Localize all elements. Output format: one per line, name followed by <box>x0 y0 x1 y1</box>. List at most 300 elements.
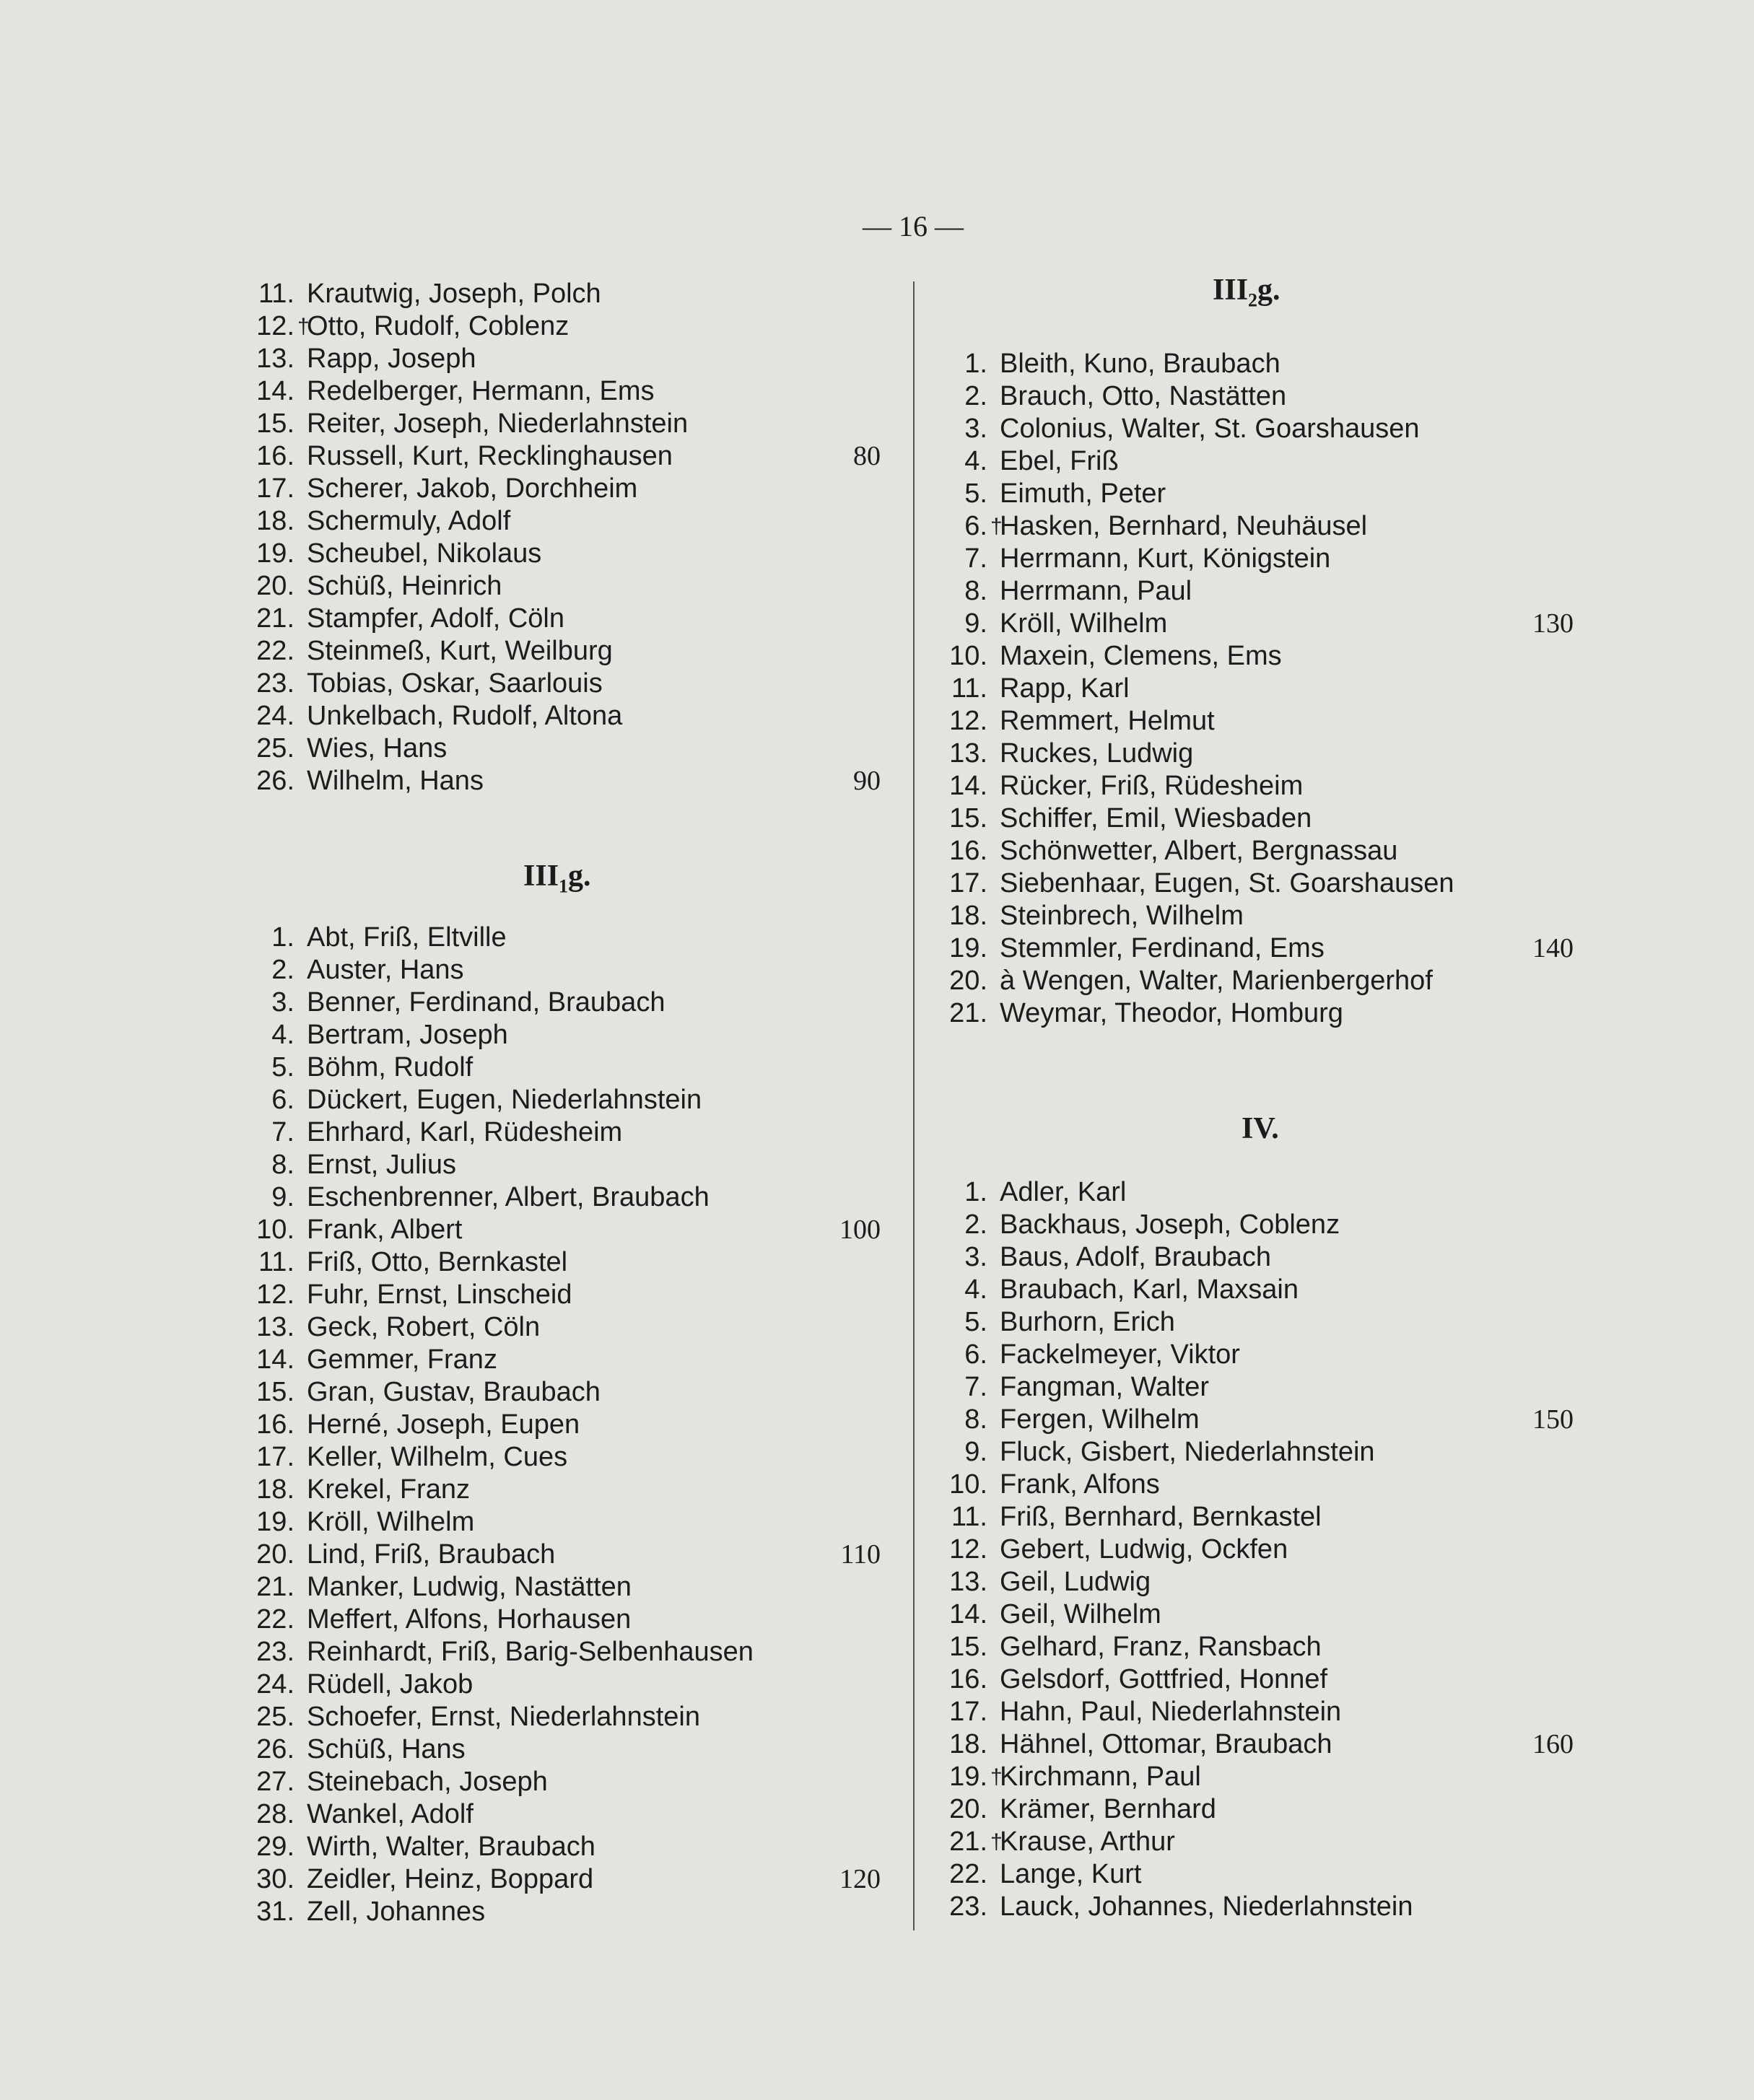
list-item <box>938 1598 1574 1631</box>
student-name: Kirchmann, Paul <box>1000 1762 1201 1792</box>
item-number: 9. <box>964 608 987 639</box>
item-number: 17. <box>256 473 294 504</box>
item-number: 4. <box>271 1020 294 1050</box>
item-number: 13. <box>949 738 987 769</box>
item-number: 6. <box>964 1339 987 1370</box>
section-heading-III2g <box>1213 273 1280 311</box>
item-number: 22. <box>256 636 294 666</box>
list-item <box>245 1798 881 1831</box>
item-number: 16. <box>949 1664 987 1694</box>
item-number: 5. <box>964 478 987 509</box>
list-item <box>245 1539 881 1571</box>
item-number: 16. <box>256 441 294 471</box>
item-number: 23. <box>949 1891 987 1922</box>
item-number: 7. <box>964 543 987 574</box>
item-number: 21. <box>256 603 294 634</box>
student-name: Gran, Gustav, Braubach <box>307 1377 601 1407</box>
item-number: 18. <box>949 1729 987 1759</box>
item-number: 14. <box>949 1599 987 1629</box>
student-name: Krämer, Bernhard <box>1000 1794 1216 1824</box>
list-item <box>938 380 1574 413</box>
list-item <box>938 770 1574 802</box>
list-item <box>938 1274 1574 1306</box>
list-item <box>245 635 881 668</box>
student-name: Remmert, Helmut <box>1000 706 1215 736</box>
list-item <box>245 1636 881 1668</box>
student-name: à Wengen, Walter, Marienbergerhof <box>1000 966 1433 996</box>
item-number: 26. <box>256 766 294 796</box>
running-count: 100 <box>839 1215 881 1245</box>
running-count: 130 <box>1532 608 1574 639</box>
student-name: Lange, Kurt <box>1000 1859 1142 1889</box>
item-number: 22. <box>949 1859 987 1889</box>
student-name: Rapp, Joseph <box>307 344 476 374</box>
list-item <box>245 1604 881 1636</box>
item-number: 10. <box>256 1215 294 1245</box>
item-number: 14. <box>256 1344 294 1375</box>
student-name: Gelhard, Franz, Ransbach <box>1000 1632 1322 1662</box>
item-number: 31. <box>256 1896 294 1927</box>
student-name: Scherer, Jakob, Dorchheim <box>307 473 638 504</box>
section-heading-IV <box>1242 1111 1279 1146</box>
running-count: 90 <box>853 766 881 796</box>
list-item <box>938 1436 1574 1469</box>
heading-suffix: g. <box>1257 274 1280 307</box>
item-number: 15. <box>949 803 987 834</box>
item-number: 12. <box>949 706 987 736</box>
student-name: Fangman, Walter <box>1000 1372 1210 1402</box>
running-count: 110 <box>840 1539 881 1570</box>
list-item <box>245 1116 881 1149</box>
item-number: 9. <box>964 1437 987 1467</box>
item-number: 4. <box>964 1274 987 1305</box>
student-name: Burhorn, Erich <box>1000 1307 1175 1337</box>
student-name: Weymar, Theodor, Homburg <box>1000 998 1343 1028</box>
page-number: — 16 — <box>863 210 964 242</box>
list-item <box>938 997 1574 1030</box>
list-item <box>245 375 881 408</box>
list-item <box>245 1766 881 1798</box>
list-item <box>938 673 1574 705</box>
student-name: Tobias, Oskar, Saarlouis <box>307 668 603 699</box>
list-item <box>938 1404 1574 1436</box>
student-name: Steinbrech, Wilhelm <box>1000 901 1244 931</box>
item-number: 16. <box>949 836 987 866</box>
list-item <box>245 505 881 538</box>
item-number: 12. <box>256 1279 294 1310</box>
item-number: 15. <box>256 1377 294 1407</box>
column-divider <box>913 281 915 1930</box>
item-number: 13. <box>949 1567 987 1597</box>
student-name: Zeidler, Heinz, Boppard <box>307 1864 594 1894</box>
item-number: 26. <box>256 1734 294 1764</box>
item-number: 17. <box>256 1442 294 1472</box>
list-item <box>938 1728 1574 1761</box>
item-number: 10. <box>949 1469 987 1500</box>
list-item <box>938 1534 1574 1566</box>
student-name: Auster, Hans <box>307 955 464 985</box>
list-item <box>938 640 1574 673</box>
list-item <box>938 1891 1574 1923</box>
list-item <box>245 538 881 570</box>
heading-text: III <box>1213 274 1249 307</box>
student-name: Frank, Albert <box>307 1215 463 1245</box>
item-number: 11. <box>258 279 294 309</box>
item-number: 2. <box>964 1209 987 1240</box>
student-name: Geck, Robert, Cöln <box>307 1312 541 1342</box>
student-name: Wankel, Adolf <box>307 1799 474 1829</box>
item-number: 19. <box>949 933 987 963</box>
running-count: 120 <box>839 1864 881 1894</box>
student-name: Redelberger, Hermann, Ems <box>307 376 655 406</box>
list-item <box>245 1701 881 1733</box>
item-number: 18. <box>256 506 294 536</box>
student-name: Rüdell, Jakob <box>307 1669 474 1699</box>
item-number: 8. <box>964 576 987 606</box>
item-number: 18. <box>256 1474 294 1505</box>
student-name: Schönwetter, Albert, Bergnassau <box>1000 836 1398 866</box>
item-number: 24. <box>256 701 294 731</box>
list-item <box>245 1214 881 1246</box>
student-name: Wirth, Walter, Braubach <box>307 1832 595 1862</box>
list-item <box>938 1306 1574 1339</box>
list-item <box>938 738 1574 770</box>
student-name: Ebel, Friß <box>1000 446 1119 476</box>
list-item <box>938 1696 1574 1728</box>
item-number: 15. <box>256 408 294 439</box>
list-item <box>245 1019 881 1051</box>
list-item <box>245 1311 881 1344</box>
item-number: 6. <box>271 1085 294 1115</box>
student-name: Meffert, Alfons, Horhausen <box>307 1604 632 1635</box>
student-name: Fergen, Wilhelm <box>1000 1404 1200 1435</box>
student-name: Unkelbach, Rudolf, Altona <box>307 701 623 731</box>
student-name: Braubach, Karl, Maxsain <box>1000 1274 1299 1305</box>
item-number: 2. <box>271 955 294 985</box>
item-number: 22. <box>256 1604 294 1635</box>
student-name: Rücker, Friß, Rüdesheim <box>1000 771 1304 801</box>
list-item <box>938 965 1574 997</box>
student-name: Herrmann, Kurt, Königstein <box>1000 543 1331 574</box>
student-name: Otto, Rudolf, Coblenz <box>307 311 570 341</box>
student-list-IV <box>938 1176 1574 1923</box>
list-item <box>245 1376 881 1409</box>
item-number: 11. <box>258 1247 294 1277</box>
list-item <box>245 310 881 343</box>
student-name: Rapp, Karl <box>1000 673 1130 704</box>
student-name: Kröll, Wilhelm <box>1000 608 1168 639</box>
list-item <box>245 440 881 473</box>
item-number: 17. <box>949 868 987 898</box>
heading-suffix: g. <box>568 859 591 893</box>
student-name: Fuhr, Ernst, Linscheid <box>307 1279 572 1310</box>
student-name: Russell, Kurt, Recklinghausen <box>307 441 673 471</box>
item-number: 11. <box>951 1502 987 1532</box>
dagger-mark: † <box>990 1765 1003 1789</box>
list-item <box>938 1469 1574 1501</box>
list-item <box>938 1631 1574 1663</box>
student-list-continued <box>245 278 881 797</box>
dagger-mark: † <box>990 515 1003 538</box>
student-name: Bertram, Joseph <box>307 1020 508 1050</box>
student-name: Lind, Friß, Braubach <box>307 1539 556 1570</box>
student-name: Krautwig, Joseph, Polch <box>307 279 601 309</box>
student-name: Fackelmeyer, Viktor <box>1000 1339 1240 1370</box>
list-item <box>245 1474 881 1506</box>
list-item <box>245 954 881 986</box>
list-item <box>245 1506 881 1539</box>
student-name: Frank, Alfons <box>1000 1469 1160 1500</box>
student-name: Herrmann, Paul <box>1000 576 1192 606</box>
student-name: Krekel, Franz <box>307 1474 470 1505</box>
item-number: 21. <box>949 1826 987 1857</box>
student-list-III1g <box>245 922 881 1928</box>
student-name: Ehrhard, Karl, Rüdesheim <box>307 1117 623 1147</box>
student-name: Ruckes, Ludwig <box>1000 738 1194 769</box>
list-item <box>245 1571 881 1604</box>
student-name: Benner, Ferdinand, Braubach <box>307 987 666 1018</box>
student-name: Wies, Hans <box>307 733 448 764</box>
student-name: Stampfer, Adolf, Cöln <box>307 603 564 634</box>
item-number: 9. <box>271 1182 294 1212</box>
heading-text: IV. <box>1242 1112 1279 1145</box>
list-item <box>938 1826 1574 1858</box>
list-item <box>938 867 1574 900</box>
dagger-mark: † <box>297 315 310 338</box>
item-number: 28. <box>256 1799 294 1829</box>
list-item <box>245 278 881 310</box>
item-number: 10. <box>949 641 987 671</box>
list-item <box>938 348 1574 380</box>
item-number: 30. <box>256 1864 294 1894</box>
student-name: Hähnel, Ottomar, Braubach <box>1000 1729 1332 1759</box>
list-item <box>938 608 1574 640</box>
student-name: Schermuly, Adolf <box>307 506 511 536</box>
item-number: 2. <box>964 381 987 411</box>
running-count: 150 <box>1532 1404 1574 1435</box>
student-name: Colonius, Walter, St. Goarshausen <box>1000 414 1420 444</box>
list-item <box>245 1051 881 1084</box>
student-name: Schoefer, Ernst, Niederlahnstein <box>307 1702 700 1732</box>
student-name: Manker, Ludwig, Nastätten <box>307 1572 632 1602</box>
student-name: Brauch, Otto, Nastätten <box>1000 381 1287 411</box>
item-number: 19. <box>256 1507 294 1537</box>
student-name: Gebert, Ludwig, Ockfen <box>1000 1534 1288 1565</box>
list-item <box>245 1668 881 1701</box>
list-item <box>245 1733 881 1766</box>
student-name: Reinhardt, Friß, Barig-Selbenhausen <box>307 1637 754 1667</box>
section-heading-III1g <box>523 859 591 897</box>
list-item <box>938 932 1574 965</box>
list-item <box>938 510 1574 543</box>
list-item <box>938 1241 1574 1274</box>
item-number: 3. <box>964 414 987 444</box>
list-item <box>245 732 881 765</box>
list-item <box>938 1176 1574 1209</box>
item-number: 20. <box>949 966 987 996</box>
list-item <box>245 473 881 505</box>
list-item <box>938 705 1574 738</box>
student-name: Siebenhaar, Eugen, St. Goarshausen <box>1000 868 1454 898</box>
list-item <box>245 1084 881 1116</box>
student-name: Reiter, Joseph, Niederlahnstein <box>307 408 689 439</box>
student-name: Hahn, Paul, Niederlahnstein <box>1000 1697 1342 1727</box>
item-number: 8. <box>964 1404 987 1435</box>
heading-subscript: 2 <box>1248 289 1258 311</box>
item-number: 21. <box>256 1572 294 1602</box>
list-item <box>245 1279 881 1311</box>
list-item <box>938 1339 1574 1371</box>
item-number: 8. <box>271 1150 294 1180</box>
student-name: Friß, Bernhard, Bernkastel <box>1000 1502 1322 1532</box>
student-name: Krause, Arthur <box>1000 1826 1175 1857</box>
list-item <box>245 922 881 954</box>
item-number: 7. <box>964 1372 987 1402</box>
item-number: 11. <box>951 673 987 704</box>
list-item <box>245 1409 881 1441</box>
list-item <box>938 1663 1574 1696</box>
list-item <box>245 1246 881 1279</box>
item-number: 5. <box>271 1052 294 1082</box>
item-number: 1. <box>964 1177 987 1207</box>
item-number: 5. <box>964 1307 987 1337</box>
item-number: 14. <box>949 771 987 801</box>
heading-text: III <box>523 859 559 893</box>
list-item <box>245 765 881 797</box>
item-number: 23. <box>256 668 294 699</box>
list-item <box>938 900 1574 932</box>
list-item <box>938 1501 1574 1534</box>
student-name: Gelsdorf, Gottfried, Honnef <box>1000 1664 1328 1694</box>
list-item <box>245 1896 881 1928</box>
item-number: 27. <box>256 1767 294 1797</box>
item-number: 3. <box>964 1242 987 1272</box>
student-name: Dückert, Eugen, Niederlahnstein <box>307 1085 702 1115</box>
student-name: Fluck, Gisbert, Niederlahnstein <box>1000 1437 1375 1467</box>
item-number: 1. <box>964 349 987 379</box>
list-item <box>245 1149 881 1181</box>
list-item <box>938 1371 1574 1404</box>
list-item <box>245 1181 881 1214</box>
list-item <box>938 1209 1574 1241</box>
student-name: Lauck, Johannes, Niederlahnstein <box>1000 1891 1413 1922</box>
student-name: Geil, Ludwig <box>1000 1567 1151 1597</box>
list-item <box>938 802 1574 835</box>
student-name: Keller, Wilhelm, Cues <box>307 1442 568 1472</box>
dagger-mark: † <box>990 1830 1003 1854</box>
list-item <box>938 445 1574 478</box>
item-number: 20. <box>949 1794 987 1824</box>
item-number: 19. <box>256 538 294 569</box>
list-item <box>245 700 881 732</box>
item-number: 12. <box>256 311 294 341</box>
list-item <box>938 835 1574 867</box>
student-name: Eschenbrenner, Albert, Braubach <box>307 1182 710 1212</box>
student-name: Schüß, Hans <box>307 1734 466 1764</box>
list-item <box>245 408 881 440</box>
list-item <box>938 1858 1574 1891</box>
item-number: 7. <box>271 1117 294 1147</box>
item-number: 14. <box>256 376 294 406</box>
item-number: 12. <box>949 1534 987 1565</box>
item-number: 21. <box>949 998 987 1028</box>
list-item <box>245 1831 881 1863</box>
item-number: 23. <box>256 1637 294 1667</box>
student-name: Schiffer, Emil, Wiesbaden <box>1000 803 1312 834</box>
list-item <box>245 986 881 1019</box>
item-number: 25. <box>256 1702 294 1732</box>
item-number: 15. <box>949 1632 987 1662</box>
item-number: 13. <box>256 1312 294 1342</box>
item-number: 4. <box>964 446 987 476</box>
item-number: 24. <box>256 1669 294 1699</box>
student-name: Bleith, Kuno, Braubach <box>1000 349 1280 379</box>
list-item <box>245 668 881 700</box>
item-number: 6. <box>964 511 987 541</box>
item-number: 3. <box>271 987 294 1018</box>
student-name: Steinebach, Joseph <box>307 1767 548 1797</box>
student-name: Schüß, Heinrich <box>307 571 502 601</box>
list-item <box>938 1566 1574 1598</box>
student-name: Baus, Adolf, Braubach <box>1000 1242 1272 1272</box>
student-name: Stemmler, Ferdinand, Ems <box>1000 933 1325 963</box>
item-number: 19. <box>949 1762 987 1792</box>
list-item <box>245 1863 881 1896</box>
student-name: Maxein, Clemens, Ems <box>1000 641 1282 671</box>
item-number: 20. <box>256 1539 294 1570</box>
running-count: 80 <box>853 441 881 471</box>
student-name: Eimuth, Peter <box>1000 478 1166 509</box>
student-name: Herné, Joseph, Eupen <box>307 1409 580 1440</box>
student-list-III2g <box>938 348 1574 1030</box>
student-name: Gemmer, Franz <box>307 1344 497 1375</box>
list-item <box>245 343 881 375</box>
student-name: Backhaus, Joseph, Coblenz <box>1000 1209 1340 1240</box>
item-number: 17. <box>949 1697 987 1727</box>
student-name: Steinmeß, Kurt, Weilburg <box>307 636 613 666</box>
list-item <box>938 1793 1574 1826</box>
item-number: 16. <box>256 1409 294 1440</box>
student-name: Zell, Johannes <box>307 1896 486 1927</box>
list-item <box>938 575 1574 608</box>
list-item <box>245 603 881 635</box>
student-name: Böhm, Rudolf <box>307 1052 474 1082</box>
student-name: Kröll, Wilhelm <box>307 1507 475 1537</box>
running-count: 140 <box>1532 933 1574 963</box>
item-number: 1. <box>271 922 294 953</box>
student-name: Ernst, Julius <box>307 1150 456 1180</box>
item-number: 29. <box>256 1832 294 1862</box>
item-number: 25. <box>256 733 294 764</box>
list-item <box>938 413 1574 445</box>
list-item <box>245 570 881 603</box>
list-item <box>938 543 1574 575</box>
heading-subscript: 1 <box>559 875 569 897</box>
list-item <box>245 1344 881 1376</box>
item-number: 13. <box>256 344 294 374</box>
student-name: Adler, Karl <box>1000 1177 1127 1207</box>
student-name: Abt, Friß, Eltville <box>307 922 507 953</box>
list-item <box>938 478 1574 510</box>
student-name: Friß, Otto, Bernkastel <box>307 1247 568 1277</box>
item-number: 20. <box>256 571 294 601</box>
item-number: 18. <box>949 901 987 931</box>
list-item <box>938 1761 1574 1793</box>
student-name: Scheubel, Nikolaus <box>307 538 542 569</box>
student-name: Hasken, Bernhard, Neuhäusel <box>1000 511 1368 541</box>
list-item <box>245 1441 881 1474</box>
student-name: Wilhelm, Hans <box>307 766 484 796</box>
